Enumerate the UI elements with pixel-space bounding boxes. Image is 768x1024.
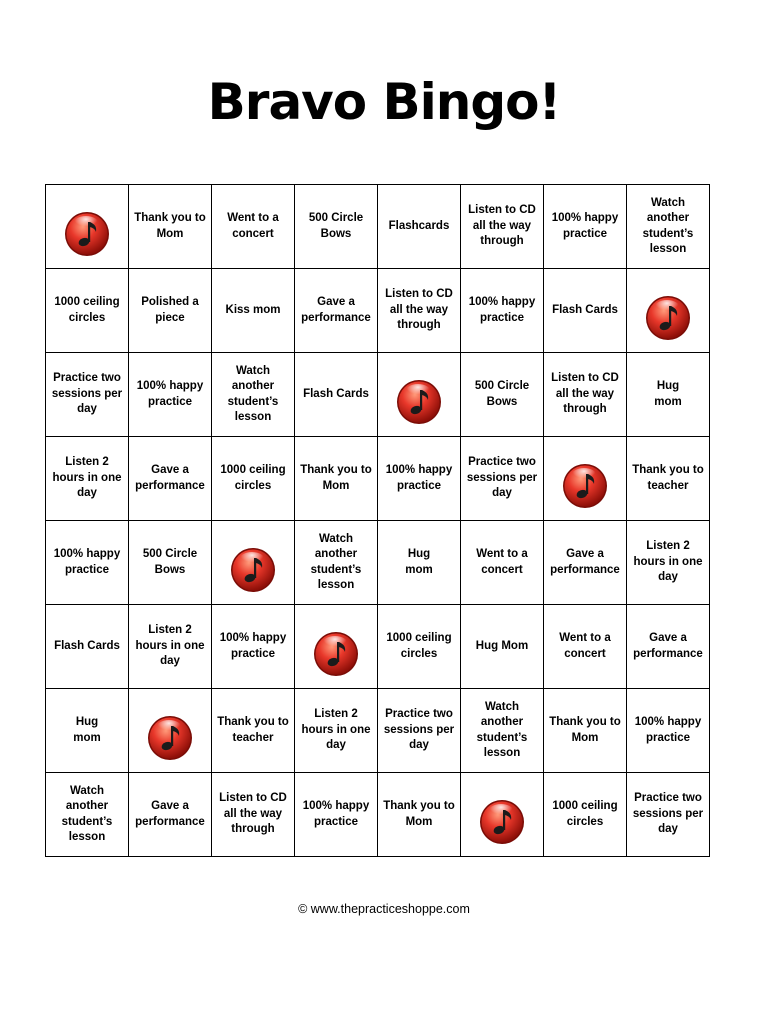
bingo-cell: Practice two sessions per day [378,689,461,773]
bingo-cell: 100% happy practice [378,437,461,521]
bingo-cell: Hug mom [627,353,710,437]
bingo-cell: 100% happy practice [295,773,378,857]
bingo-cell: Gave a performance [129,773,212,857]
bingo-cell: 1000 ceiling circles [212,437,295,521]
music-note-icon [465,798,539,846]
free-space-cell [378,353,461,437]
music-note-icon [133,714,207,762]
bingo-cell: Flash Cards [295,353,378,437]
bingo-cell: 1000 ceiling circles [46,269,129,353]
board-row [46,689,710,773]
music-note-icon [382,378,456,426]
bingo-cell: Thank you to Mom [544,689,627,773]
free-space-cell [544,437,627,521]
bingo-cell: Went to a concert [461,521,544,605]
bingo-cell: 100% happy practice [461,269,544,353]
bingo-cell: 1000 ceiling circles [544,773,627,857]
board-row [46,521,710,605]
bingo-cell: Watch another student’s lesson [627,185,710,269]
bingo-cell: Practice two sessions per day [46,353,129,437]
copyright-footer: © www.thepracticeshoppe.com [298,902,470,916]
board-row [46,269,710,353]
bingo-cell: Gave a performance [544,521,627,605]
bingo-cell: Hug Mom [461,605,544,689]
bingo-cell: Flash Cards [46,605,129,689]
bingo-cell: 500 Circle Bows [129,521,212,605]
bingo-cell: Flashcards [378,185,461,269]
bingo-cell: 500 Circle Bows [295,185,378,269]
bingo-cell: 100% happy practice [46,521,129,605]
bingo-cell: Polished a piece [129,269,212,353]
bingo-cell: Watch another student’s lesson [461,689,544,773]
music-note-icon [631,294,705,342]
bingo-cell: Went to a concert [544,605,627,689]
bingo-cell: Practice two sessions per day [627,773,710,857]
bingo-cell: 100% happy practice [627,689,710,773]
bingo-cell: Thank you to teacher [212,689,295,773]
bingo-cell: Listen to CD all the way through [461,185,544,269]
bingo-cell: Listen 2 hours in one day [295,689,378,773]
bingo-cell: Listen 2 hours in one day [627,521,710,605]
bingo-cell: Went to a concert [212,185,295,269]
bingo-cell: Listen to CD all the way through [378,269,461,353]
bingo-cell: Listen to CD all the way through [544,353,627,437]
bingo-cell: Thank you to teacher [627,437,710,521]
free-space-cell [46,185,129,269]
bingo-cell: Hug mom [378,521,461,605]
music-note-icon [216,546,290,594]
bingo-cell: 500 Circle Bows [461,353,544,437]
board-row [46,437,710,521]
free-space-cell [627,269,710,353]
board-row [46,605,710,689]
board-row [46,353,710,437]
bingo-cell: Thank you to Mom [378,773,461,857]
bingo-cell: Listen 2 hours in one day [46,437,129,521]
bingo-cell: Watch another student’s lesson [46,773,129,857]
bingo-cell: Listen 2 hours in one day [129,605,212,689]
page-title: Bravo Bingo! [207,73,561,131]
bingo-cell: Watch another student’s lesson [212,353,295,437]
bingo-cell: Thank you to Mom [129,185,212,269]
bingo-cell: 100% happy practice [129,353,212,437]
bingo-cell: 100% happy practice [544,185,627,269]
bingo-cell: Watch another student’s lesson [295,521,378,605]
bingo-cell: Kiss mom [212,269,295,353]
music-note-icon [548,462,622,510]
music-note-icon [299,630,373,678]
bingo-cell: Hug mom [46,689,129,773]
free-space-cell [295,605,378,689]
bingo-cell: 100% happy practice [212,605,295,689]
bingo-cell: Practice two sessions per day [461,437,544,521]
free-space-cell [129,689,212,773]
music-note-icon [50,210,124,258]
bingo-cell: Flash Cards [544,269,627,353]
free-space-cell [461,773,544,857]
bingo-cell: Thank you to Mom [295,437,378,521]
bingo-cell: Listen to CD all the way through [212,773,295,857]
board-row [46,185,710,269]
free-space-cell [212,521,295,605]
bingo-cell: 1000 ceiling circles [378,605,461,689]
bingo-cell: Gave a performance [295,269,378,353]
bingo-board [45,184,710,857]
bingo-cell: Gave a performance [627,605,710,689]
bingo-cell: Gave a performance [129,437,212,521]
board-row [46,773,710,857]
